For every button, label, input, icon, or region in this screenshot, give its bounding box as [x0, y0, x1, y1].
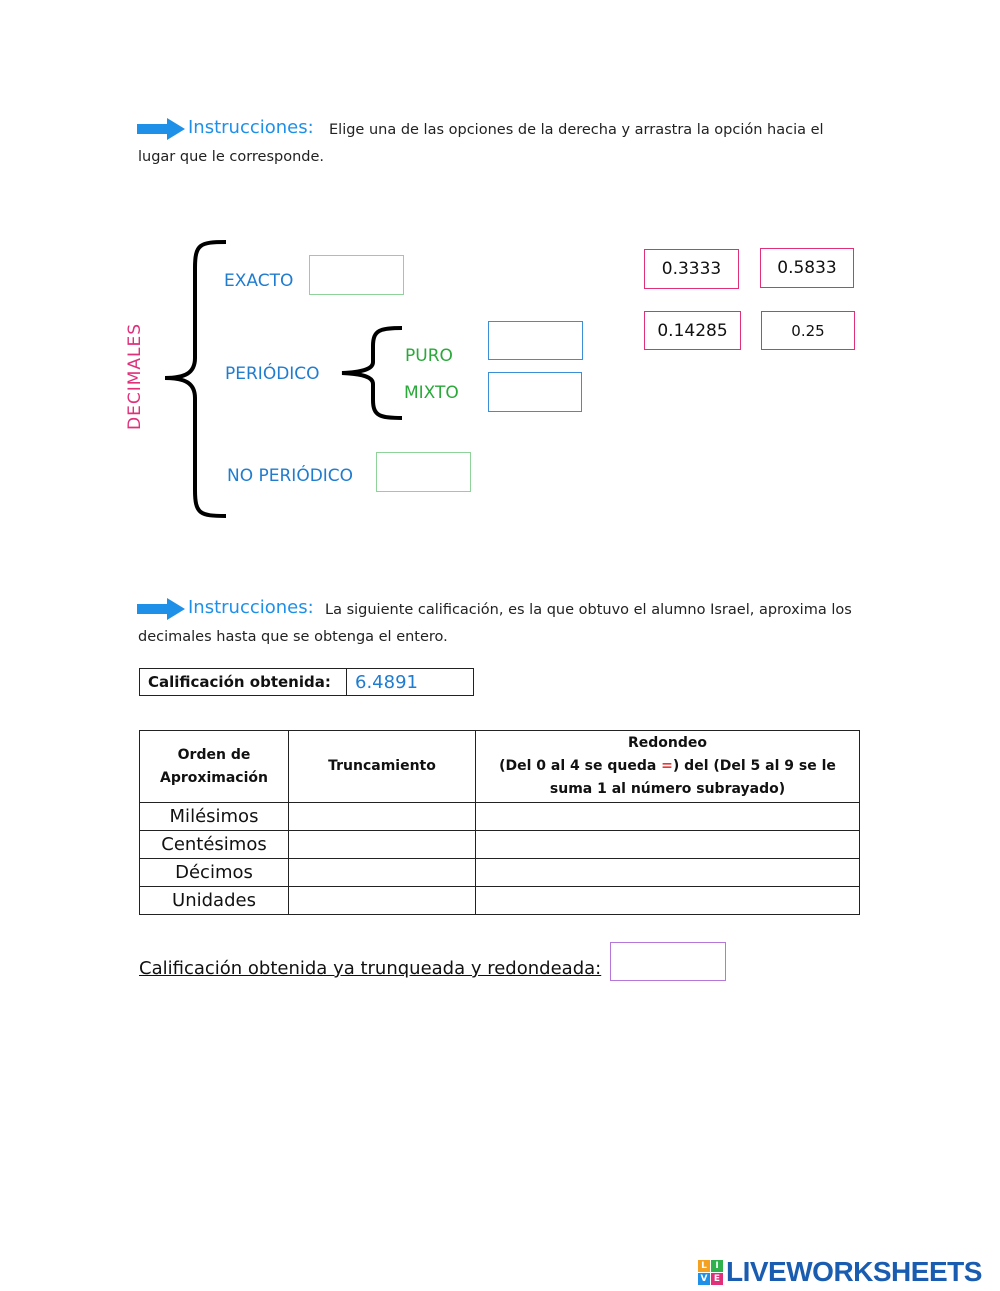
grade-label: Calificación obtenida:	[140, 669, 347, 696]
arrow-right-icon	[137, 118, 185, 140]
truncamiento-cell[interactable]	[289, 831, 476, 859]
liveworksheets-mark-icon	[698, 1260, 723, 1285]
mixto-label: MIXTO	[404, 383, 459, 403]
approximation-table	[139, 730, 860, 915]
redondeo-cell[interactable]	[476, 859, 860, 887]
row-label: Milésimos	[140, 803, 289, 831]
instructions-text-2a: La siguiente calificación, es la que obtuvo el alumno Israel, aproxima los	[325, 602, 852, 618]
option-card[interactable]: 0.3333	[644, 249, 739, 289]
instructions-text-1b: lugar que le corresponde.	[138, 149, 325, 165]
exacto-label: EXACTO	[224, 271, 294, 291]
row-label: Unidades	[140, 887, 289, 915]
truncamiento-cell[interactable]	[289, 803, 476, 831]
puro-drop-box[interactable]	[488, 321, 583, 360]
header-redondeo-line2	[477, 755, 858, 778]
table-row	[140, 803, 860, 831]
logo-mark-letter: L	[698, 1260, 710, 1272]
final-grade-label: Calificación obtenida ya trunqueada y redondeada:	[139, 958, 602, 979]
table-row	[140, 859, 860, 887]
row-label: Décimos	[140, 859, 289, 887]
header-orden-line2: Aproximación	[160, 769, 268, 786]
instructions-text-2b: decimales hasta que se obtenga el entero.	[138, 629, 448, 645]
final-grade-drop-box[interactable]	[610, 942, 726, 981]
puro-label: PURO	[405, 346, 453, 366]
redondeo-cell[interactable]	[476, 803, 860, 831]
equals-sign: =	[661, 758, 673, 774]
header-redondeo	[476, 731, 860, 803]
no-periodico-label: NO PERIÓDICO	[227, 466, 354, 486]
header-redondeo-line3: suma 1 al número subrayado)	[549, 781, 786, 797]
header-truncamiento: Truncamiento	[289, 731, 476, 803]
option-card[interactable]: 0.25	[761, 311, 855, 350]
instructions-label-1: Instrucciones:	[188, 117, 314, 138]
table-row	[140, 887, 860, 915]
logo-mark-letter: V	[698, 1273, 710, 1285]
instructions-text-1a: Elige una de las opciones de la derecha y arrastra la opción hacia el	[329, 122, 824, 138]
decimales-label: DECIMALES	[125, 322, 145, 430]
big-brace-icon	[160, 238, 232, 520]
liveworksheets-logo	[698, 1256, 982, 1288]
logo-mark-letter: E	[711, 1273, 723, 1285]
no-periodico-drop-box[interactable]	[376, 452, 471, 492]
grade-value: 6.4891	[347, 669, 474, 696]
header-redondeo-text-b: ) del (Del 5 al 9 se le	[672, 758, 836, 774]
mixto-drop-box[interactable]	[488, 372, 582, 412]
redondeo-cell[interactable]	[476, 831, 860, 859]
arrow-right-icon	[137, 598, 185, 620]
exacto-drop-box[interactable]	[309, 255, 404, 295]
header-orden	[140, 731, 289, 803]
table-row	[140, 831, 860, 859]
instructions-label-2: Instrucciones:	[188, 597, 314, 618]
header-redondeo-line1: Redondeo	[627, 735, 708, 751]
truncamiento-cell[interactable]	[289, 859, 476, 887]
liveworksheets-wordmark: LIVEWORKSHEETS	[726, 1256, 982, 1287]
table-header-row	[140, 731, 860, 803]
grade-table	[139, 668, 474, 696]
option-card[interactable]: 0.5833	[760, 248, 854, 288]
header-redondeo-text-a: (Del 0 al 4 se queda	[499, 758, 662, 774]
logo-mark-letter: I	[711, 1260, 723, 1272]
truncamiento-cell[interactable]	[289, 887, 476, 915]
redondeo-cell[interactable]	[476, 887, 860, 915]
header-orden-line1: Orden de	[177, 746, 251, 763]
row-label: Centésimos	[140, 831, 289, 859]
option-card[interactable]: 0.14285	[644, 311, 741, 350]
small-brace-icon	[338, 324, 408, 422]
periodico-label: PERIÓDICO	[225, 364, 320, 384]
